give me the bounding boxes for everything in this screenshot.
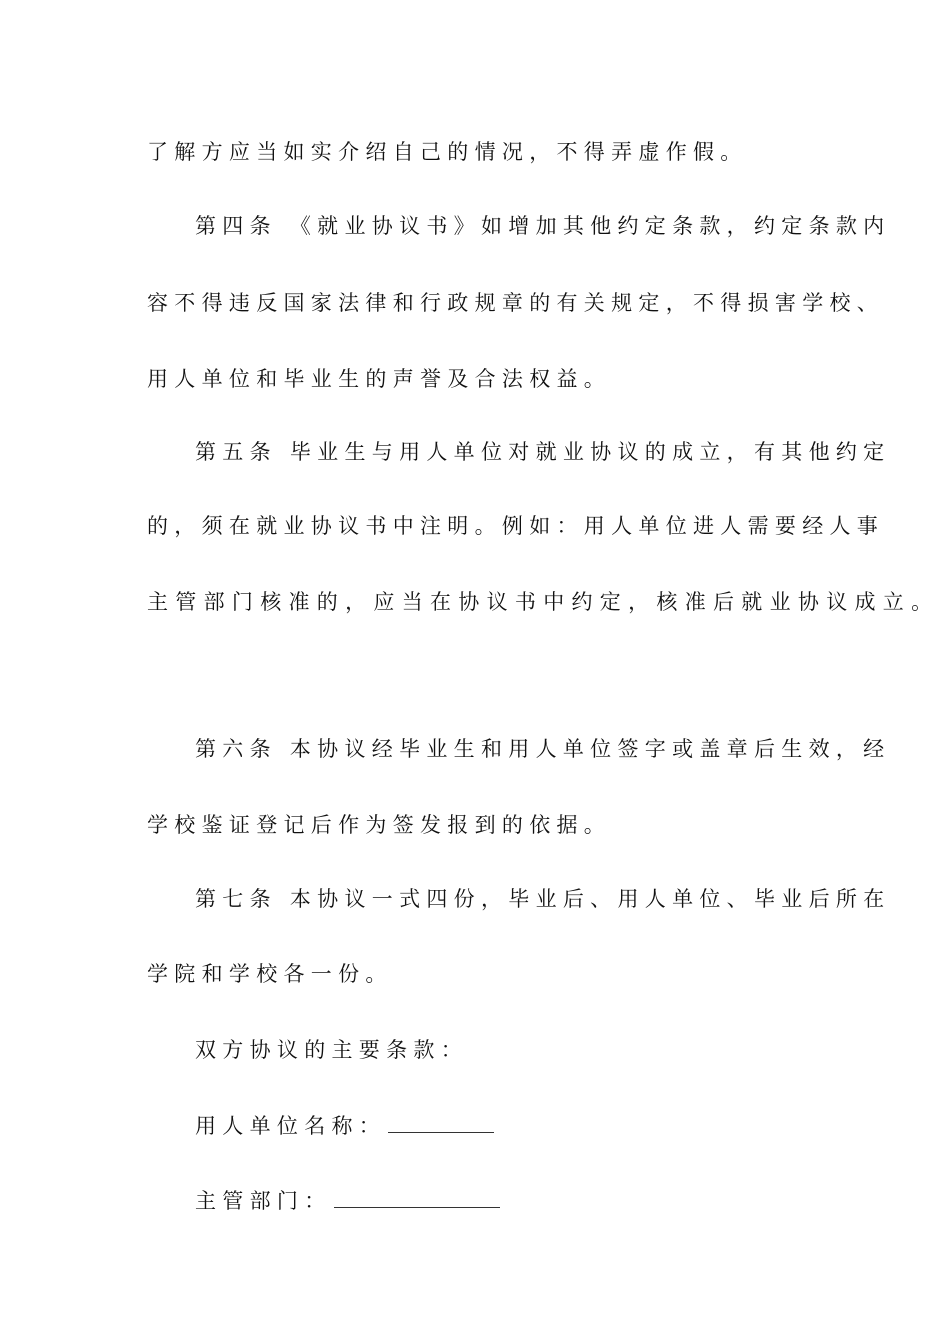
supervising-dept-label: 主管部门： [195,1189,332,1213]
supervising-dept-field [195,1185,500,1216]
article-4-line-1: 第四条 《就业协议书》如增加其他约定条款，约定条款内 [195,214,891,238]
article-5-line-1: 第五条 毕业生与用人单位对就业协议的成立，有其他约定 [195,440,891,464]
main-terms-heading: 双方协议的主要条款： [195,1038,468,1062]
employer-name-field [195,1110,494,1141]
employer-name-blank [388,1110,494,1133]
article-6-line-1: 第六条 本协议经毕业生和用人单位签字或盖章后生效，经 [195,737,891,761]
article-6-line-2: 学校鉴证登记后作为签发报到的依据。 [147,813,612,837]
article-7-line-1: 第七条 本协议一式四份，毕业后、用人单位、毕业后所在 [195,887,891,911]
article-4-line-3: 用人单位和毕业生的声誉及合法权益。 [147,367,612,391]
supervising-dept-blank [334,1185,500,1208]
employer-name-label: 用人单位名称： [195,1114,387,1138]
article-5-line-3: 主管部门核准的，应当在协议书中约定，核准后就业协议成立。 [147,590,940,614]
paragraph-line: 了解方应当如实介绍自己的情况，不得弄虚作假。 [147,140,748,164]
article-5-line-2: 的，须在就业协议书中注明。例如：用人单位进人需要经人事 [147,514,885,538]
article-4-line-2: 容不得违反国家法律和行政规章的有关规定，不得损害学校、 [147,291,885,315]
article-7-line-2: 学院和学校各一份。 [147,962,393,986]
